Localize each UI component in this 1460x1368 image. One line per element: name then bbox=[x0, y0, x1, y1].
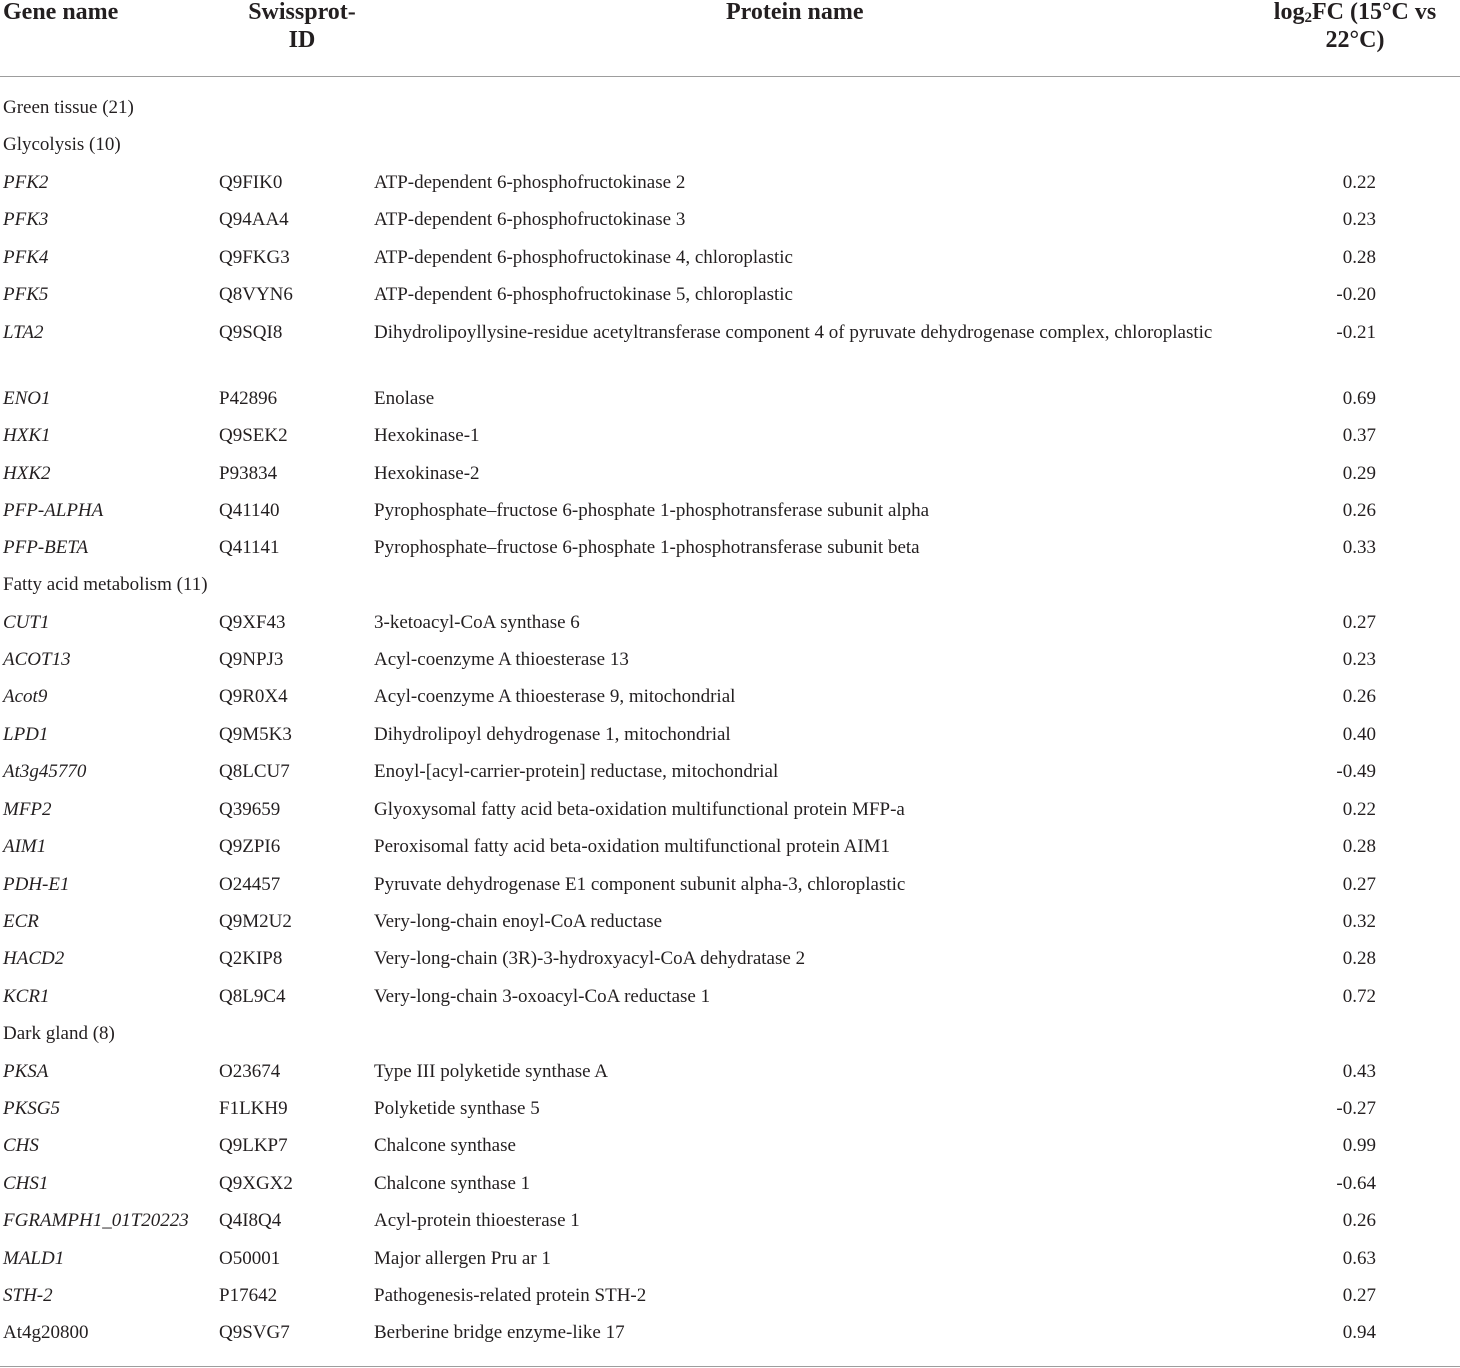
gene-name-cell: ACOT13 bbox=[3, 649, 71, 670]
header-swissprot-line1: Swissprot- bbox=[248, 0, 356, 25]
swissprot-id-cell: Q9SQI8 bbox=[219, 322, 283, 343]
log2fc-cell: 0.28 bbox=[1342, 948, 1376, 969]
gene-name-cell: KCR1 bbox=[3, 986, 50, 1007]
log2fc-cell: 0.63 bbox=[1342, 1248, 1376, 1269]
log2fc-cell: -0.49 bbox=[1336, 761, 1376, 782]
section-fatty-acid-metabolism: Fatty acid metabolism (11) bbox=[3, 574, 208, 595]
header-swissprot-id bbox=[220, 0, 384, 54]
header-gene-name: Gene name bbox=[3, 0, 119, 25]
swissprot-id-cell: Q4I8Q4 bbox=[219, 1210, 282, 1231]
swissprot-id-cell: P42896 bbox=[219, 388, 278, 409]
swissprot-id-cell: Q9XF43 bbox=[219, 612, 286, 633]
gene-name-cell: PDH-E1 bbox=[3, 874, 70, 895]
swissprot-id-cell: Q9R0X4 bbox=[219, 686, 288, 707]
gene-name-cell: AIM1 bbox=[3, 836, 47, 857]
protein-name-cell: Very-long-chain (3R)-3-hydroxyacyl-CoA dehydratase 2 bbox=[374, 948, 806, 969]
gene-name-cell: CHS bbox=[3, 1135, 39, 1156]
swissprot-id-cell: P17642 bbox=[219, 1285, 278, 1306]
protein-name-cell: Enoyl-[acyl-carrier-protein] reductase, mitochondrial bbox=[374, 761, 779, 782]
log2fc-cell: -0.27 bbox=[1336, 1098, 1376, 1119]
header-log2fc-line2: 22°C) bbox=[1325, 27, 1385, 53]
protein-name-cell: Chalcone synthase 1 bbox=[374, 1173, 531, 1194]
gene-name-cell: PFK2 bbox=[3, 172, 49, 193]
log2fc-cell: 0.26 bbox=[1342, 1210, 1376, 1231]
protein-name-cell: Dihydrolipoyl dehydrogenase 1, mitochondrial bbox=[374, 724, 731, 745]
protein-name-cell: Polyketide synthase 5 bbox=[374, 1098, 540, 1119]
swissprot-id-cell: Q9XGX2 bbox=[219, 1173, 293, 1194]
protein-name-cell: Very-long-chain enoyl-CoA reductase bbox=[374, 911, 663, 932]
protein-name-cell: Very-long-chain 3-oxoacyl-CoA reductase 1 bbox=[374, 986, 711, 1007]
protein-name-cell: Pyruvate dehydrogenase E1 component subunit alpha-3, chloroplastic bbox=[374, 874, 906, 895]
protein-name-cell: Hexokinase-2 bbox=[374, 463, 480, 484]
log2fc-cell: 0.33 bbox=[1342, 537, 1376, 558]
header-swissprot-line2: ID bbox=[288, 27, 316, 53]
gene-name-cell: HXK2 bbox=[3, 463, 51, 484]
header-log2fc-line1 bbox=[1250, 0, 1460, 26]
swissprot-id-cell: O24457 bbox=[219, 874, 281, 895]
protein-name-cell: Acyl-coenzyme A thioesterase 9, mitochondrial bbox=[374, 686, 736, 707]
log2fc-cell: 0.27 bbox=[1342, 1285, 1376, 1306]
gene-name-cell: MALD1 bbox=[3, 1248, 65, 1269]
swissprot-id-cell: O23674 bbox=[219, 1061, 281, 1082]
gene-name-cell: LTA2 bbox=[3, 322, 44, 343]
swissprot-id-cell: Q9FIK0 bbox=[219, 172, 283, 193]
gene-name-cell: HXK1 bbox=[3, 425, 51, 446]
gene-name-cell: STH-2 bbox=[3, 1285, 53, 1306]
log2fc-cell: 0.94 bbox=[1342, 1322, 1376, 1343]
gene-name-cell: Acot9 bbox=[3, 686, 48, 707]
gene-name-cell: PKSA bbox=[3, 1061, 49, 1082]
swissprot-id-cell: Q41140 bbox=[219, 500, 280, 521]
log2fc-cell: 0.40 bbox=[1342, 724, 1376, 745]
protein-name-cell: Glyoxysomal fatty acid beta-oxidation multifunctional protein MFP-a bbox=[374, 799, 905, 820]
log2fc-cell: 0.69 bbox=[1342, 388, 1376, 409]
log2fc-cell: 0.43 bbox=[1342, 1061, 1376, 1082]
swissprot-id-cell: F1LKH9 bbox=[219, 1098, 288, 1119]
protein-name-cell: ATP-dependent 6-phosphofructokinase 3 bbox=[374, 209, 686, 230]
swissprot-id-cell: Q9SVG7 bbox=[219, 1322, 290, 1343]
log2fc-cell: 0.27 bbox=[1342, 612, 1376, 633]
protein-name-cell: ATP-dependent 6-phosphofructokinase 5, chloroplastic bbox=[374, 284, 793, 305]
section-green-tissue: Green tissue (21) bbox=[3, 97, 134, 118]
log2fc-cell: -0.64 bbox=[1336, 1173, 1376, 1194]
protein-name-cell: ATP-dependent 6-phosphofructokinase 4, chloroplastic bbox=[374, 247, 793, 268]
protein-name-cell: Acyl-coenzyme A thioesterase 13 bbox=[374, 649, 629, 670]
log2fc-cell: 0.28 bbox=[1342, 247, 1376, 268]
gene-name-cell: PFK5 bbox=[3, 284, 49, 305]
gene-name-cell: MFP2 bbox=[3, 799, 52, 820]
swissprot-id-cell: Q9M5K3 bbox=[219, 724, 292, 745]
header-log2fc-rest: FC (15°C vs bbox=[1311, 0, 1437, 25]
swissprot-id-cell: Q94AA4 bbox=[219, 209, 289, 230]
table-header bbox=[0, 0, 1460, 76]
log2fc-cell: 0.23 bbox=[1342, 649, 1376, 670]
log2fc-cell: 0.22 bbox=[1342, 172, 1376, 193]
section-dark-gland: Dark gland (8) bbox=[3, 1023, 115, 1044]
gene-name-cell: CHS1 bbox=[3, 1173, 49, 1194]
header-rule bbox=[0, 76, 1460, 77]
log2fc-cell: -0.20 bbox=[1336, 284, 1376, 305]
swissprot-id-cell: Q9M2U2 bbox=[219, 911, 292, 932]
log2fc-cell: 0.26 bbox=[1342, 500, 1376, 521]
protein-name-cell: Acyl-protein thioesterase 1 bbox=[374, 1210, 580, 1231]
swissprot-id-cell: P93834 bbox=[219, 463, 278, 484]
log2fc-cell: 0.72 bbox=[1342, 986, 1376, 1007]
log2fc-cell: 0.28 bbox=[1342, 836, 1376, 857]
gene-name-cell: At3g45770 bbox=[3, 761, 87, 782]
gene-name-cell: FGRAMPH1_01T20223 bbox=[3, 1210, 189, 1231]
protein-name-cell: Major allergen Pru ar 1 bbox=[374, 1248, 551, 1269]
log2fc-cell: 0.99 bbox=[1342, 1135, 1376, 1156]
gene-name-cell: LPD1 bbox=[3, 724, 49, 745]
swissprot-id-cell: Q9FKG3 bbox=[219, 247, 290, 268]
gene-name-cell: PFK4 bbox=[3, 247, 49, 268]
swissprot-id-cell: Q9LKP7 bbox=[219, 1135, 288, 1156]
section-glycolysis: Glycolysis (10) bbox=[3, 134, 121, 155]
swissprot-id-cell: Q9SEK2 bbox=[219, 425, 288, 446]
protein-name-cell: Peroxisomal fatty acid beta-oxidation multifunctional protein AIM1 bbox=[374, 836, 891, 857]
swissprot-id-cell: Q8LCU7 bbox=[219, 761, 290, 782]
gene-name-cell: At4g20800 bbox=[3, 1322, 89, 1343]
swissprot-id-cell: Q8L9C4 bbox=[219, 986, 286, 1007]
protein-name-cell: Pathogenesis-related protein STH-2 bbox=[374, 1285, 647, 1306]
swissprot-id-cell: Q9ZPI6 bbox=[219, 836, 281, 857]
log2fc-cell: 0.29 bbox=[1342, 463, 1376, 484]
protein-name-cell: Enolase bbox=[374, 388, 435, 409]
header-log2fc-prefix: log bbox=[1273, 0, 1305, 25]
log2fc-cell: 0.37 bbox=[1342, 425, 1376, 446]
gene-name-cell: ECR bbox=[3, 911, 39, 932]
log2fc-cell: 0.32 bbox=[1342, 911, 1376, 932]
protein-name-cell: 3-ketoacyl-CoA synthase 6 bbox=[374, 612, 580, 633]
swissprot-id-cell: O50001 bbox=[219, 1248, 281, 1269]
swissprot-id-cell: Q9NPJ3 bbox=[219, 649, 284, 670]
gene-name-cell: PFK3 bbox=[3, 209, 49, 230]
swissprot-id-cell: Q39659 bbox=[219, 799, 281, 820]
gene-name-cell: PFP-BETA bbox=[3, 537, 89, 558]
protein-name-cell: Berberine bridge enzyme-like 17 bbox=[374, 1322, 625, 1343]
gene-name-cell: PFP-ALPHA bbox=[3, 500, 104, 521]
protein-name-cell: ATP-dependent 6-phosphofructokinase 2 bbox=[374, 172, 686, 193]
protein-name-cell: Type III polyketide synthase A bbox=[374, 1061, 609, 1082]
log2fc-cell: 0.23 bbox=[1342, 209, 1376, 230]
log2fc-cell: 0.26 bbox=[1342, 686, 1376, 707]
protein-name-cell: Dihydrolipoyllysine-residue acetyltransferase component 4 of pyruvate dehydrogenase complex, chloroplastic bbox=[374, 322, 1213, 343]
protein-name-cell: Hexokinase-1 bbox=[374, 425, 480, 446]
gene-name-cell: CUT1 bbox=[3, 612, 50, 633]
gene-name-cell: PKSG5 bbox=[3, 1098, 60, 1119]
swissprot-id-cell: Q41141 bbox=[219, 537, 280, 558]
swissprot-id-cell: Q8VYN6 bbox=[219, 284, 293, 305]
gene-name-cell: HACD2 bbox=[3, 948, 65, 969]
log2fc-cell: -0.21 bbox=[1336, 322, 1376, 343]
protein-name-cell: Chalcone synthase bbox=[374, 1135, 516, 1156]
header-log2fc bbox=[1250, 0, 1460, 54]
log2fc-cell: 0.27 bbox=[1342, 874, 1376, 895]
protein-name-cell: Pyrophosphate–fructose 6-phosphate 1-phosphotransferase subunit beta bbox=[374, 537, 920, 558]
gene-name-cell: ENO1 bbox=[3, 388, 51, 409]
bottom-rule bbox=[0, 1366, 1460, 1367]
swissprot-id-cell: Q2KIP8 bbox=[219, 948, 283, 969]
header-protein-name: Protein name bbox=[726, 0, 864, 25]
protein-name-cell: Pyrophosphate–fructose 6-phosphate 1-phosphotransferase subunit alpha bbox=[374, 500, 930, 521]
header-log2fc-subscript: 2 bbox=[1304, 10, 1312, 26]
log2fc-cell: 0.22 bbox=[1342, 799, 1376, 820]
